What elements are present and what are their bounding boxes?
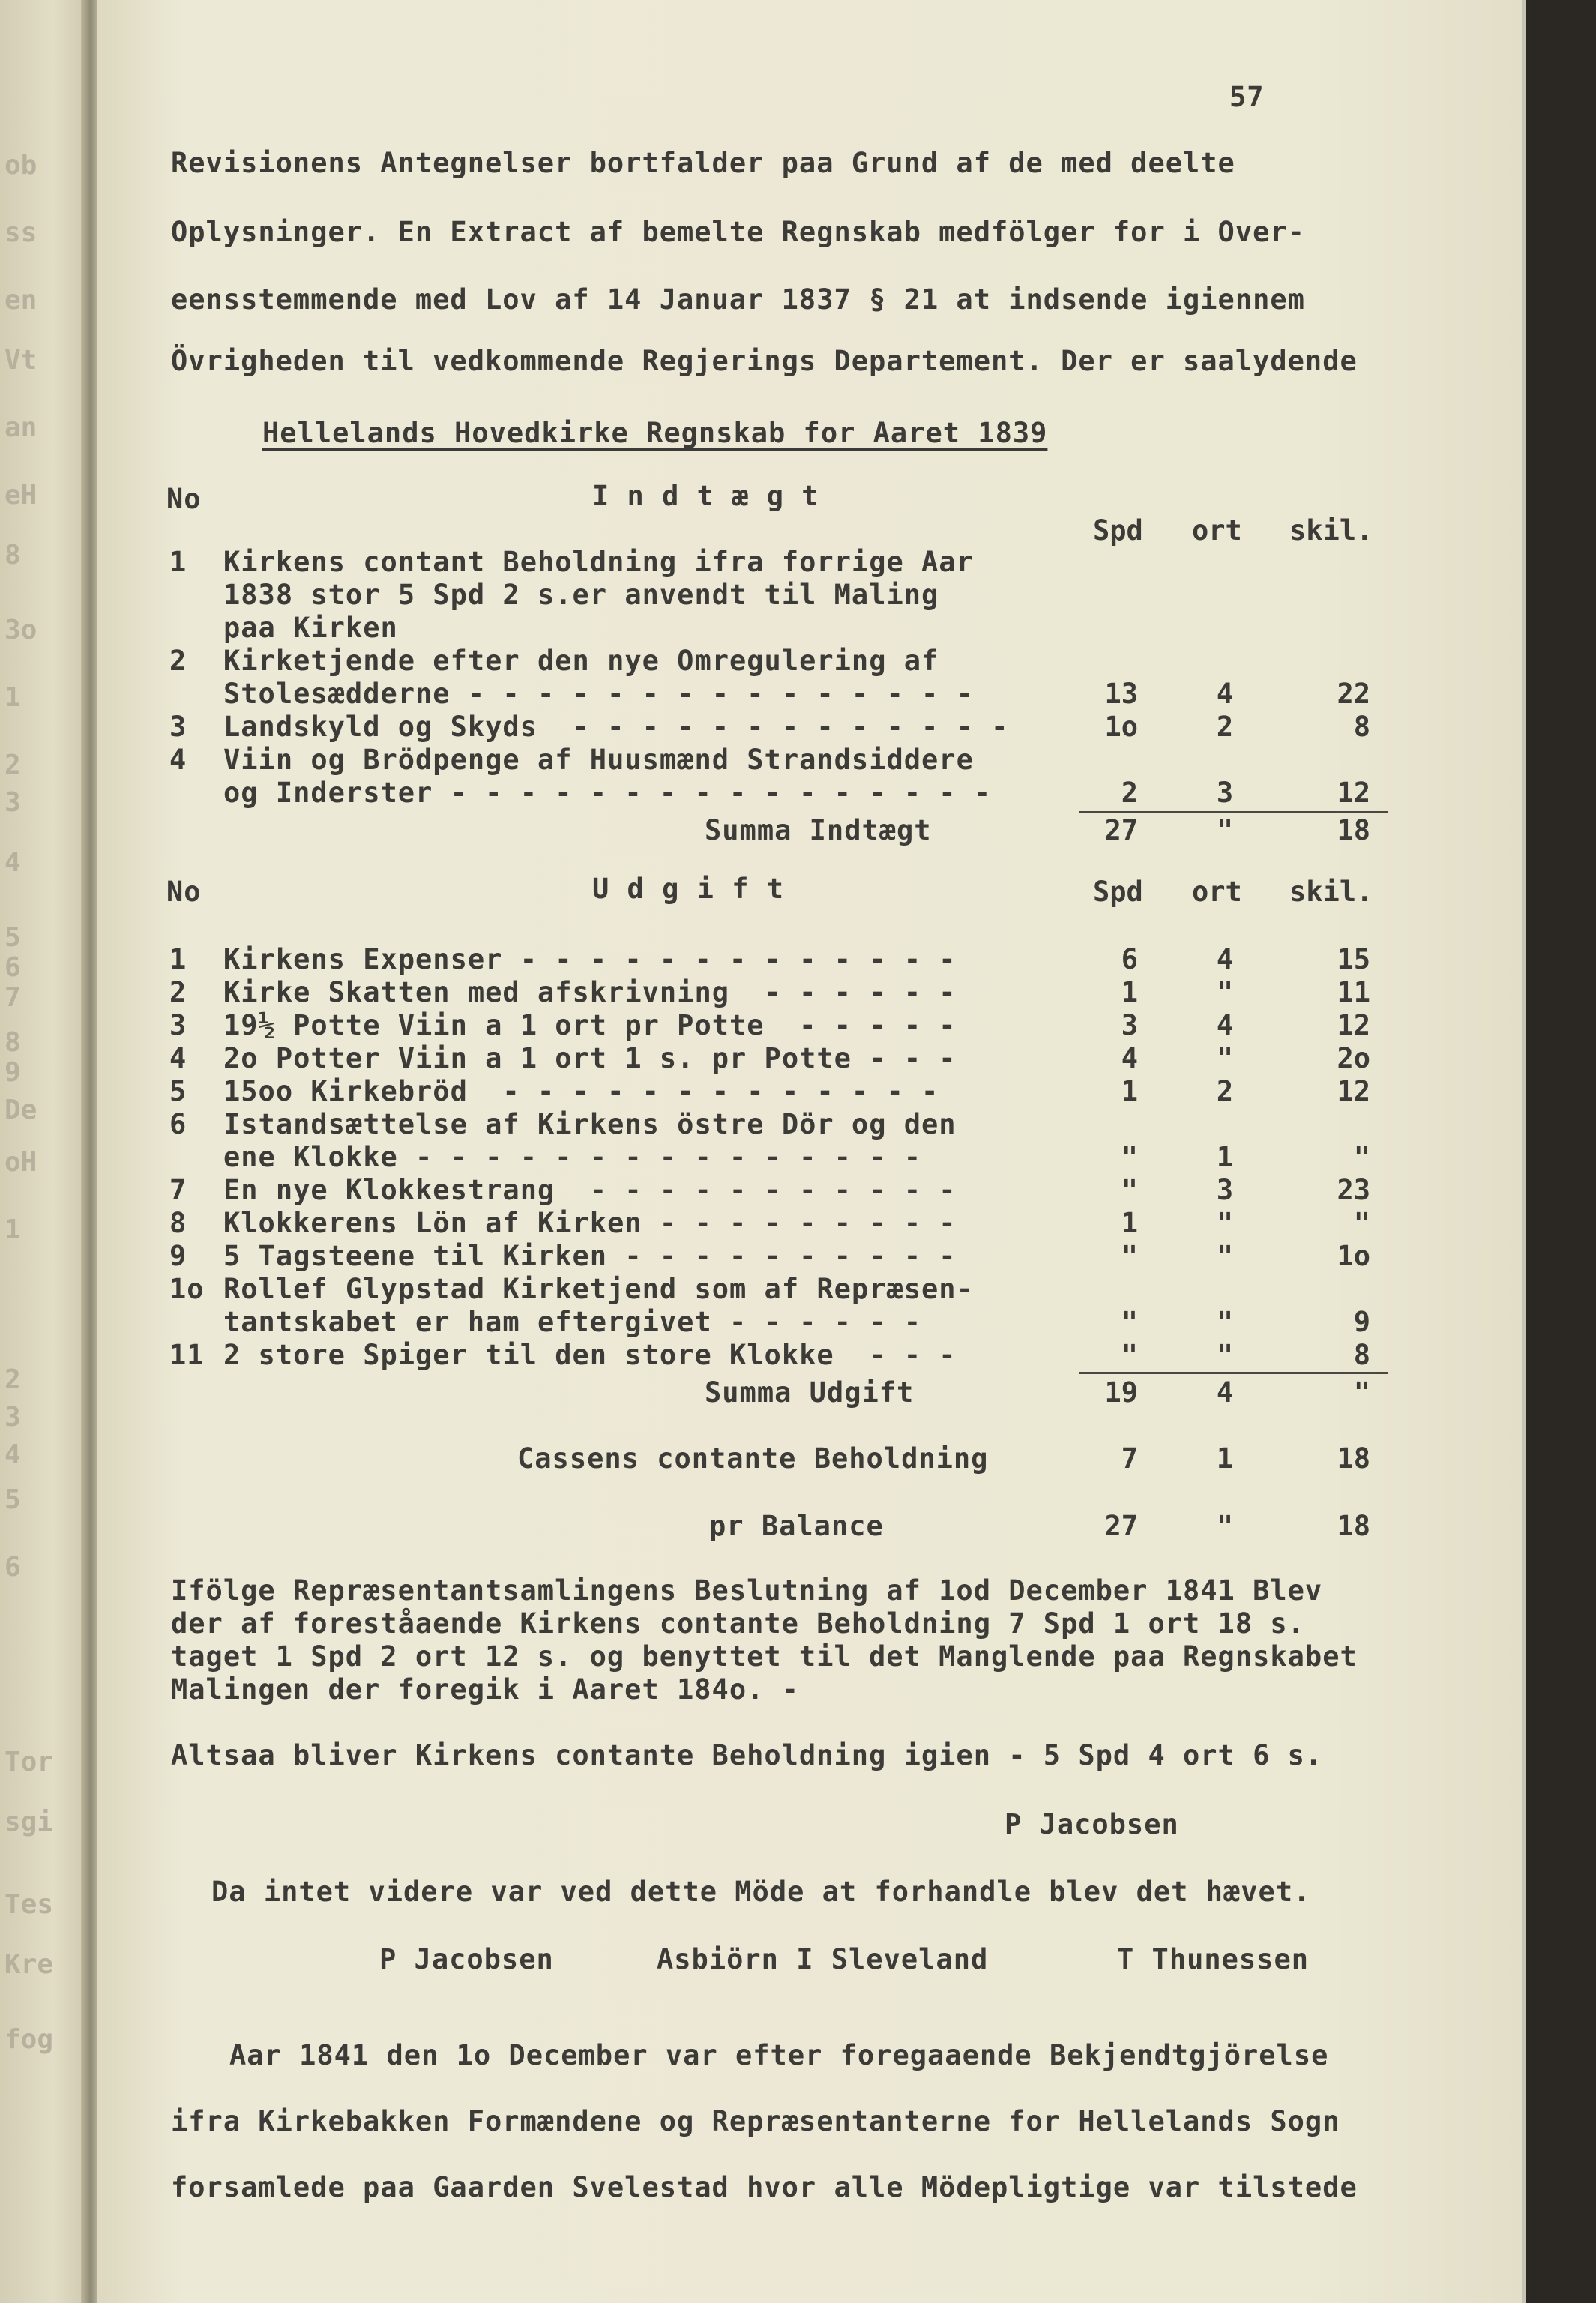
row-number: 7 [169, 1174, 187, 1206]
left-fragment: 5 [4, 1484, 21, 1515]
left-fragment: 4 [4, 847, 21, 878]
income-sum-skil: 18 [1337, 814, 1370, 846]
row-spd: " [1121, 1240, 1138, 1272]
row-skil: 11 [1337, 976, 1370, 1008]
row-ort: 4 [1216, 943, 1234, 975]
row-skil: 8 [1353, 1339, 1370, 1371]
left-fragment: eH [4, 480, 37, 511]
row-description: Landskyld og Skyds - - - - - - - - - - - - - [223, 711, 1009, 743]
row-spd: 2 [1121, 777, 1138, 809]
row-skil: 12 [1337, 777, 1370, 809]
row-number: 2 [169, 976, 187, 1008]
page-number: 57 [1229, 81, 1265, 113]
row-ort: " [1216, 1240, 1234, 1272]
row-number: 1 [169, 546, 187, 578]
signature: P Jacobsen [379, 1943, 554, 1975]
row-ort: 1 [1216, 1141, 1234, 1173]
row-ort: " [1216, 1306, 1234, 1338]
row-ort: " [1216, 1339, 1234, 1371]
cash-balance-spd: 7 [1121, 1442, 1138, 1475]
account-title: Hellelands Hovedkirke Regnskab for Aaret 1839 [262, 417, 1048, 449]
row-number: 8 [169, 1207, 187, 1239]
row-skil: 1o [1337, 1240, 1370, 1272]
left-fragment: 3o [4, 615, 37, 645]
final-line: Aar 1841 den 1o December var efter foregaaende Bekjendtgjörelse [229, 2039, 1329, 2071]
income-sum-label: Summa Indtægt [705, 814, 932, 846]
left-fragment: 3 [4, 1402, 21, 1433]
left-fragment: 2 [4, 750, 21, 780]
income-col-spd: Spd [1093, 514, 1143, 547]
left-page-fragments [4, 0, 79, 2303]
row-description: En nye Klokkestrang - - - - - - - - - - - [223, 1174, 957, 1206]
expense-col-ort: ort [1192, 876, 1242, 908]
income-sum-spd: 27 [1104, 814, 1138, 846]
row-description: Klokkerens Lön af Kirken - - - - - - - - - [223, 1207, 957, 1239]
expense-col-spd: Spd [1093, 876, 1143, 908]
expense-sum-spd: 19 [1104, 1376, 1138, 1409]
row-description: Viin og Brödpenge af Huusmænd Strandsiddere [223, 744, 974, 776]
row-spd: 4 [1121, 1042, 1138, 1074]
left-fragment: 2 [4, 1364, 21, 1395]
resolution-line: der af foreståaende Kirkens contante Beholdning 7 Spd 1 ort 18 s. [171, 1607, 1305, 1640]
left-fragment: 6 [4, 1552, 21, 1583]
row-spd: " [1121, 1339, 1138, 1371]
left-fragment: 4 [4, 1439, 21, 1470]
final-line: forsamlede paa Gaarden Svelestad hvor alle Mödepligtige var tilstede [171, 2171, 1358, 2203]
balance-ort: " [1216, 1510, 1234, 1542]
intro-line: eensstemmende med Lov af 14 Januar 1837 § 21 at indsende igiennem [171, 283, 1305, 316]
left-fragment: 1 [4, 1214, 21, 1245]
row-number: 3 [169, 1009, 187, 1041]
expense-no-label: No [166, 876, 202, 908]
income-sum-ort: " [1216, 814, 1234, 846]
row-description: Kirkens contant Beholdning ifra forrige Aar [223, 546, 974, 578]
expense-sum-rule [1079, 1372, 1388, 1374]
intro-line: Övrigheden til vedkommende Regjerings Departement. Der er saalydende [171, 345, 1358, 377]
row-description: 5 Tagsteene til Kirken - - - - - - - - - - [223, 1240, 957, 1272]
row-number: 11 [169, 1339, 205, 1371]
row-spd: 3 [1121, 1009, 1138, 1041]
row-number: 4 [169, 744, 187, 776]
final-line: ifra Kirkebakken Formændene og Repræsentanterne for Hellelands Sogn [171, 2105, 1340, 2137]
row-description: ene Klokke - - - - - - - - - - - - - - - [223, 1141, 922, 1173]
altsaa-line: Altsaa bliver Kirkens contante Beholdning igien - 5 Spd 4 ort 6 s. [171, 1739, 1323, 1771]
row-spd: 1 [1121, 976, 1138, 1008]
income-sum-rule [1079, 811, 1388, 813]
left-fragment: an [4, 412, 37, 443]
row-number: 3 [169, 711, 187, 743]
row-number: 6 [169, 1108, 187, 1140]
balance-skil: 18 [1337, 1510, 1370, 1542]
row-ort: 3 [1216, 777, 1234, 809]
row-spd: 1o [1104, 711, 1138, 743]
row-number: 2 [169, 645, 187, 677]
left-page-margin [0, 0, 88, 2303]
row-description: 1838 stor 5 Spd 2 s.er anvendt til Maling [223, 579, 939, 611]
row-description: tantskabet er ham eftergivet - - - - - - [223, 1306, 922, 1338]
row-description: 2o Potter Viin a 1 ort 1 s. pr Potte - - - [223, 1042, 957, 1074]
row-number: 4 [169, 1042, 187, 1074]
resolution-line: taget 1 Spd 2 ort 12 s. og benyttet til det Manglende paa Regnskabet [171, 1640, 1358, 1673]
row-ort: 3 [1216, 1174, 1234, 1206]
row-skil: 8 [1353, 711, 1370, 743]
row-skil: 22 [1337, 678, 1370, 710]
left-fragment: 9 [4, 1057, 21, 1088]
row-ort: 2 [1216, 1075, 1234, 1107]
background-edge [1526, 0, 1596, 2303]
intro-line: Oplysninger. En Extract af bemelte Regnskab medfölger for i Over- [171, 216, 1305, 248]
row-description: paa Kirken [223, 612, 398, 644]
left-fragment: Vt [4, 345, 37, 376]
row-skil: " [1353, 1207, 1370, 1239]
row-number: 9 [169, 1240, 187, 1272]
left-fragment: Kre [4, 1949, 54, 1980]
row-description: Rollef Glypstad Kirketjend som af Repræsen- [223, 1273, 974, 1305]
row-description: Stolesædderne - - - - - - - - - - - - - - - [223, 678, 974, 710]
intro-line: Revisionens Antegnelser bortfalder paa Grund af de med deelte [171, 147, 1235, 179]
signature: Asbiörn I Sleveland [657, 1943, 989, 1975]
left-fragment: 7 [4, 982, 21, 1013]
row-skil: 15 [1337, 943, 1370, 975]
row-spd: " [1121, 1306, 1138, 1338]
left-fragment: sgi [4, 1807, 54, 1837]
left-fragment: oH [4, 1147, 37, 1178]
income-no-label: No [166, 483, 202, 515]
row-description: Istandsættelse af Kirkens östre Dör og den [223, 1108, 957, 1140]
left-fragment: 3 [4, 787, 21, 818]
expense-sum-label: Summa Udgift [705, 1376, 915, 1409]
left-fragment: De [4, 1095, 37, 1125]
expense-col-skil: skil. [1289, 876, 1373, 908]
left-fragment: 5 [4, 922, 21, 953]
balance-label: pr Balance [709, 1510, 884, 1542]
row-spd: 1 [1121, 1075, 1138, 1107]
row-number: 1 [169, 943, 187, 975]
row-spd: 13 [1104, 678, 1138, 710]
row-description: Kirke Skatten med afskrivning - - - - - - [223, 976, 957, 1008]
row-skil: 9 [1353, 1306, 1370, 1338]
row-description: Kirkens Expenser - - - - - - - - - - - - - [223, 943, 957, 975]
left-fragment: en [4, 285, 37, 316]
row-description: 2 store Spiger til den store Klokke - - - [223, 1339, 957, 1371]
left-fragment: 8 [4, 540, 21, 571]
left-fragment: Tor [4, 1747, 54, 1777]
row-ort: 4 [1216, 1009, 1234, 1041]
cash-balance-skil: 18 [1337, 1442, 1370, 1475]
row-ort: 4 [1216, 678, 1234, 710]
cash-balance-label: Cassens contante Beholdning [517, 1442, 989, 1475]
row-skil: 12 [1337, 1075, 1370, 1107]
left-fragment: ss [4, 217, 37, 248]
signature: T Thunessen [1117, 1943, 1310, 1975]
left-fragment: Tes [4, 1889, 54, 1920]
income-col-ort: ort [1192, 514, 1242, 547]
row-description: og Inderster - - - - - - - - - - - - - - - - [223, 777, 992, 809]
expense-sum-skil: " [1353, 1376, 1370, 1409]
expense-heading: U d g i f t [592, 873, 785, 905]
row-number: 1o [169, 1273, 205, 1305]
row-ort: 2 [1216, 711, 1234, 743]
row-skil: 2o [1337, 1042, 1370, 1074]
left-fragment: 8 [4, 1027, 21, 1058]
income-heading: I n d t æ g t [592, 480, 819, 512]
row-ort: " [1216, 1207, 1234, 1239]
income-col-skil: skil. [1289, 514, 1373, 547]
row-ort: " [1216, 976, 1234, 1008]
row-spd: " [1121, 1141, 1138, 1173]
expense-sum-ort: 4 [1216, 1376, 1234, 1409]
resolution-line: Ifölge Repræsentantsamlingens Beslutning af 1od December 1841 Blev [171, 1574, 1323, 1607]
cash-balance-ort: 1 [1216, 1442, 1234, 1475]
row-description: Kirketjende efter den nye Omregulering af [223, 645, 939, 677]
left-fragment: 1 [4, 682, 21, 713]
row-number: 5 [169, 1075, 187, 1107]
row-ort: " [1216, 1042, 1234, 1074]
resolution-line: Malingen der foregik i Aaret 184o. - [171, 1673, 799, 1706]
row-skil: 23 [1337, 1174, 1370, 1206]
closing-line: Da intet videre var ved dette Möde at forhandle blev det hævet. [211, 1876, 1311, 1908]
left-fragment: fog [4, 2024, 54, 2055]
row-description: 15oo Kirkebröd - - - - - - - - - - - - - [223, 1075, 939, 1107]
row-spd: 6 [1121, 943, 1138, 975]
left-fragment: 6 [4, 952, 21, 983]
row-spd: " [1121, 1174, 1138, 1206]
row-skil: 12 [1337, 1009, 1370, 1041]
row-description: 19½ Potte Viin a 1 ort pr Potte - - - - - [223, 1009, 957, 1041]
row-spd: 1 [1121, 1207, 1138, 1239]
balance-spd: 27 [1104, 1510, 1138, 1542]
row-skil: " [1353, 1141, 1370, 1173]
left-fragment: ob [4, 150, 37, 181]
signature: P Jacobsen [1005, 1808, 1179, 1840]
